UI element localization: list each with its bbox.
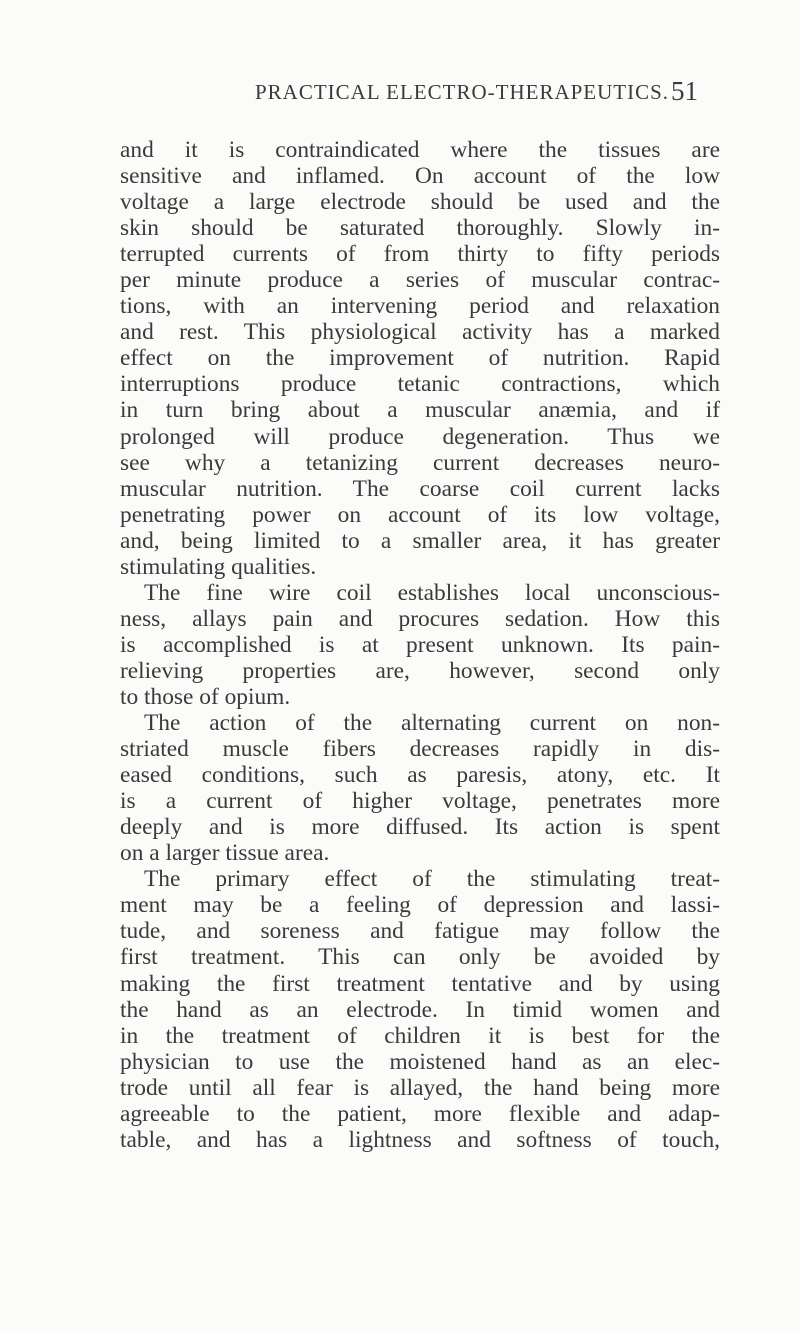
running-head: [255, 76, 715, 110]
text-line: trode until all fear is allayed, the hand being more: [120, 1074, 720, 1101]
text-line: skin should be saturated thoroughly. Slowly in-: [120, 215, 720, 242]
text-line: interruptions produce tetanic contractions, which: [120, 371, 720, 398]
text-line: penetrating power on account of its low voltage,: [120, 501, 720, 528]
text-line: is accomplished is at present unknown. Its pain-: [120, 631, 720, 658]
text-line: on a larger tissue area.: [120, 840, 330, 867]
text-line: ment may be a feeling of depression and lassi-: [120, 892, 720, 919]
text-line: making the first treatment tentative and by using: [120, 970, 720, 997]
text-line: and it is contraindicated where the tissues are: [120, 137, 720, 163]
text-line: effect on the improvement of nutrition. Rapid: [120, 345, 720, 372]
text-line: tude, and soreness and fatigue may follow the: [120, 918, 720, 945]
text-line: to those of opium.: [120, 683, 291, 710]
text-line: and rest. This physiological activity has a marked: [120, 319, 720, 346]
text-line: The action of the alternating current on non-: [144, 710, 720, 737]
text-line: prolonged will produce degeneration. Thus we: [120, 423, 720, 450]
text-line: the hand as an electrode. In timid women and: [120, 996, 720, 1023]
text-line: first treatment. This can only be avoided by: [120, 944, 720, 971]
text-line: tions, with an intervening period and relaxation: [120, 293, 720, 320]
text-line: muscular nutrition. The coarse coil current lacks: [120, 475, 720, 502]
text-line: ness, allays pain and procures sedation. How this: [120, 605, 720, 632]
text-line: The fine wire coil establishes local unconscious-: [144, 579, 720, 606]
text-line: table, and has a lightness and softness of touch,: [120, 1126, 720, 1153]
running-title: PRACTICAL ELECTRO-THERAPEUTICS.: [255, 80, 670, 104]
text-line: striated muscle fibers decreases rapidly in dis-: [120, 736, 720, 763]
text-line: is a current of higher voltage, penetrates more: [120, 788, 720, 815]
page-number: 51: [671, 76, 698, 106]
text-line: see why a tetanizing current decreases neuro-: [120, 449, 720, 476]
text-line: in the treatment of children it is best for the: [120, 1022, 720, 1049]
text-line: per minute produce a series of muscular contrac-: [120, 267, 720, 294]
text-line: relieving properties are, however, second only: [120, 657, 720, 684]
text-line: deeply and is more diffused. Its action is spent: [120, 814, 720, 841]
text-line: in turn bring about a muscular anæmia, and if: [120, 397, 720, 424]
body-text: [120, 137, 720, 1153]
text-line: The primary effect of the stimulating treat-: [144, 866, 720, 893]
text-line: voltage a large electrode should be used and the: [120, 189, 720, 216]
text-line: agreeable to the patient, more flexible and adap-: [120, 1100, 720, 1127]
text-line: and, being limited to a smaller area, it has greater: [120, 527, 720, 554]
text-line: terrupted currents of from thirty to fifty periods: [120, 241, 720, 268]
text-line: physician to use the moistened hand as an elec-: [120, 1048, 720, 1075]
text-line: sensitive and inflamed. On account of the low: [120, 163, 720, 190]
text-line: stimulating qualities.: [120, 553, 317, 580]
text-line: eased conditions, such as paresis, atony, etc. It: [120, 762, 720, 789]
